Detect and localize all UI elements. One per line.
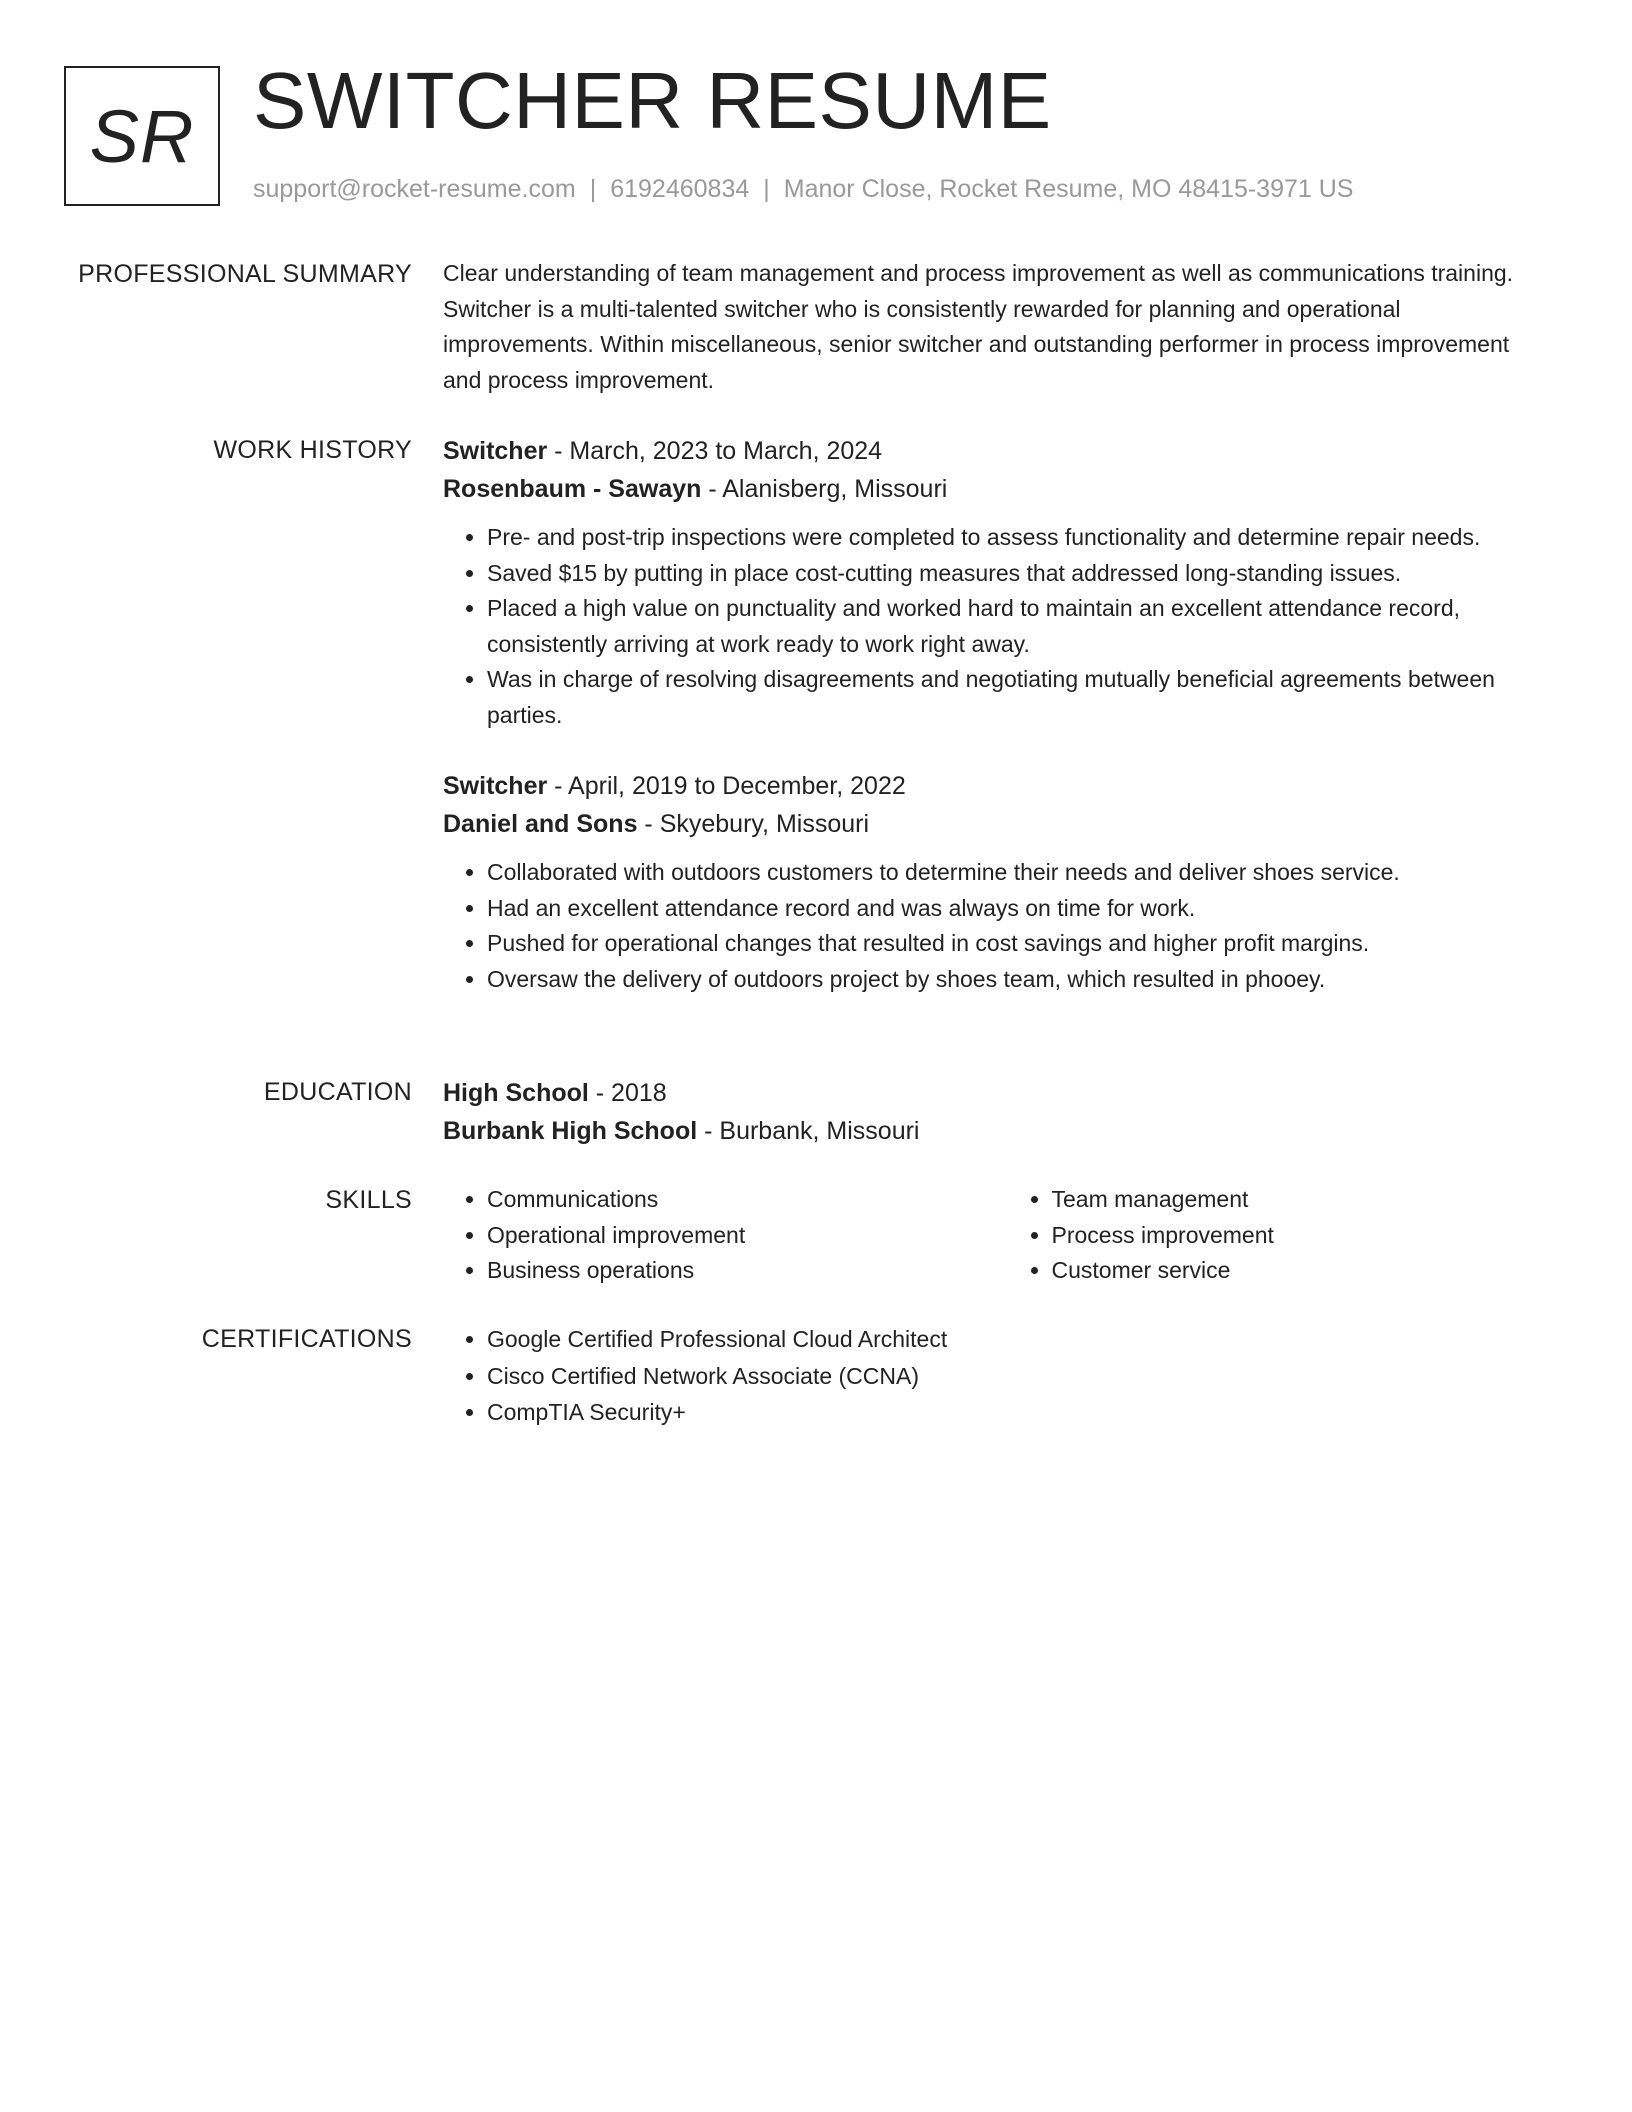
job-dates: - April, 2019 to December, 2022 [547, 772, 906, 800]
job-company-line [443, 470, 1528, 508]
contact-line [253, 172, 1353, 206]
job-bullets [443, 520, 1528, 733]
job-bullet: • Saved $15 by putting in place cost-cutting measures that addressed long-standing issues. [487, 556, 1528, 592]
monogram-box [64, 66, 220, 206]
skill-item: • Customer service [1052, 1253, 1529, 1289]
skill-item: • Communications [487, 1182, 964, 1218]
job-title: Switcher [443, 437, 548, 465]
monogram-initials: SR [89, 94, 195, 178]
skills-columns [443, 1182, 1528, 1289]
summary-body [443, 256, 1528, 398]
job-location: - Skyebury, Missouri [637, 810, 870, 838]
job-company-line [443, 805, 1528, 843]
contact-separator: | [589, 175, 597, 203]
job-entry [443, 767, 1528, 997]
skills-list-left [443, 1182, 964, 1289]
contact-address: Manor Close, Rocket Resume, MO 48415-3971 US [783, 175, 1354, 203]
job-title-line [443, 432, 1528, 470]
education-degree-line [443, 1074, 1528, 1112]
job-company: Daniel and Sons [443, 810, 638, 838]
skill-item: • Operational improvement [487, 1218, 964, 1254]
education-location: - Burbank, Missouri [697, 1117, 920, 1145]
job-company: Rosenbaum - Sawayn [443, 475, 702, 503]
job-bullet: • Pushed for operational changes that resulted in cost savings and higher profit margins. [487, 926, 1528, 962]
certifications-body [443, 1321, 1528, 1431]
job-bullet: • Placed a high value on punctuality and worked hard to maintain an excellent attendance record, consistently arriving at work ready to work right away. [487, 591, 1528, 662]
section-heading-education: EDUCATION [263, 1078, 412, 1106]
contact-separator: | [763, 175, 770, 203]
certification-item: • Google Certified Professional Cloud Architect [487, 1321, 1528, 1358]
job-dates: - March, 2023 to March, 2024 [547, 437, 883, 465]
job-bullet: • Was in charge of resolving disagreements and negotiating mutually beneficial agreements between parties. [487, 662, 1528, 733]
education-body [443, 1074, 1528, 1150]
job-bullet: • Collaborated with outdoors customers to determine their needs and deliver shoes service. [487, 855, 1528, 891]
job-bullet: • Pre- and post-trip inspections were completed to assess functionality and determine repair needs. [487, 520, 1528, 556]
candidate-name: SWITCHER RESUME [253, 56, 1052, 145]
skill-item: • Team management [1052, 1182, 1529, 1218]
section-heading-summary: PROFESSIONAL SUMMARY [78, 260, 412, 288]
work-history-body [443, 432, 1528, 997]
skills-list-right [1008, 1182, 1529, 1289]
education-year: - 2018 [588, 1079, 667, 1107]
skill-item: • Business operations [487, 1253, 964, 1289]
summary-text: Clear understanding of team management and process improvement as well as communications training. Switcher is a multi-talented switcher who is consistently rewarded for planning and operational improvements. Within miscellaneous, senior switcher and outstanding performer in process improvement and process improvement. [443, 260, 1514, 393]
certifications-list [443, 1321, 1528, 1431]
contact-email: support@rocket-resume.com [253, 175, 576, 203]
certification-item: • Cisco Certified Network Associate (CCNA) [487, 1358, 1528, 1395]
job-bullet: • Had an excellent attendance record and was always on time for work. [487, 891, 1528, 927]
section-heading-skills: SKILLS [325, 1186, 412, 1214]
section-heading-certifications: CERTIFICATIONS [201, 1325, 412, 1353]
job-title-line [443, 767, 1528, 805]
job-location: - Alanisberg, Missouri [701, 475, 948, 503]
skill-item: • Process improvement [1052, 1218, 1529, 1254]
education-school: Burbank High School [443, 1117, 698, 1145]
job-title: Switcher [443, 772, 548, 800]
job-bullet: • Oversaw the delivery of outdoors project by shoes team, which resulted in phooey. [487, 962, 1528, 998]
certification-item: • CompTIA Security+ [487, 1394, 1528, 1431]
section-heading-work-history: WORK HISTORY [213, 436, 412, 464]
education-school-line [443, 1112, 1528, 1150]
skills-body [443, 1182, 1528, 1289]
job-bullets [443, 855, 1528, 997]
contact-phone: 6192460834 [610, 175, 750, 203]
job-entry [443, 432, 1528, 733]
education-degree: High School [443, 1079, 589, 1107]
